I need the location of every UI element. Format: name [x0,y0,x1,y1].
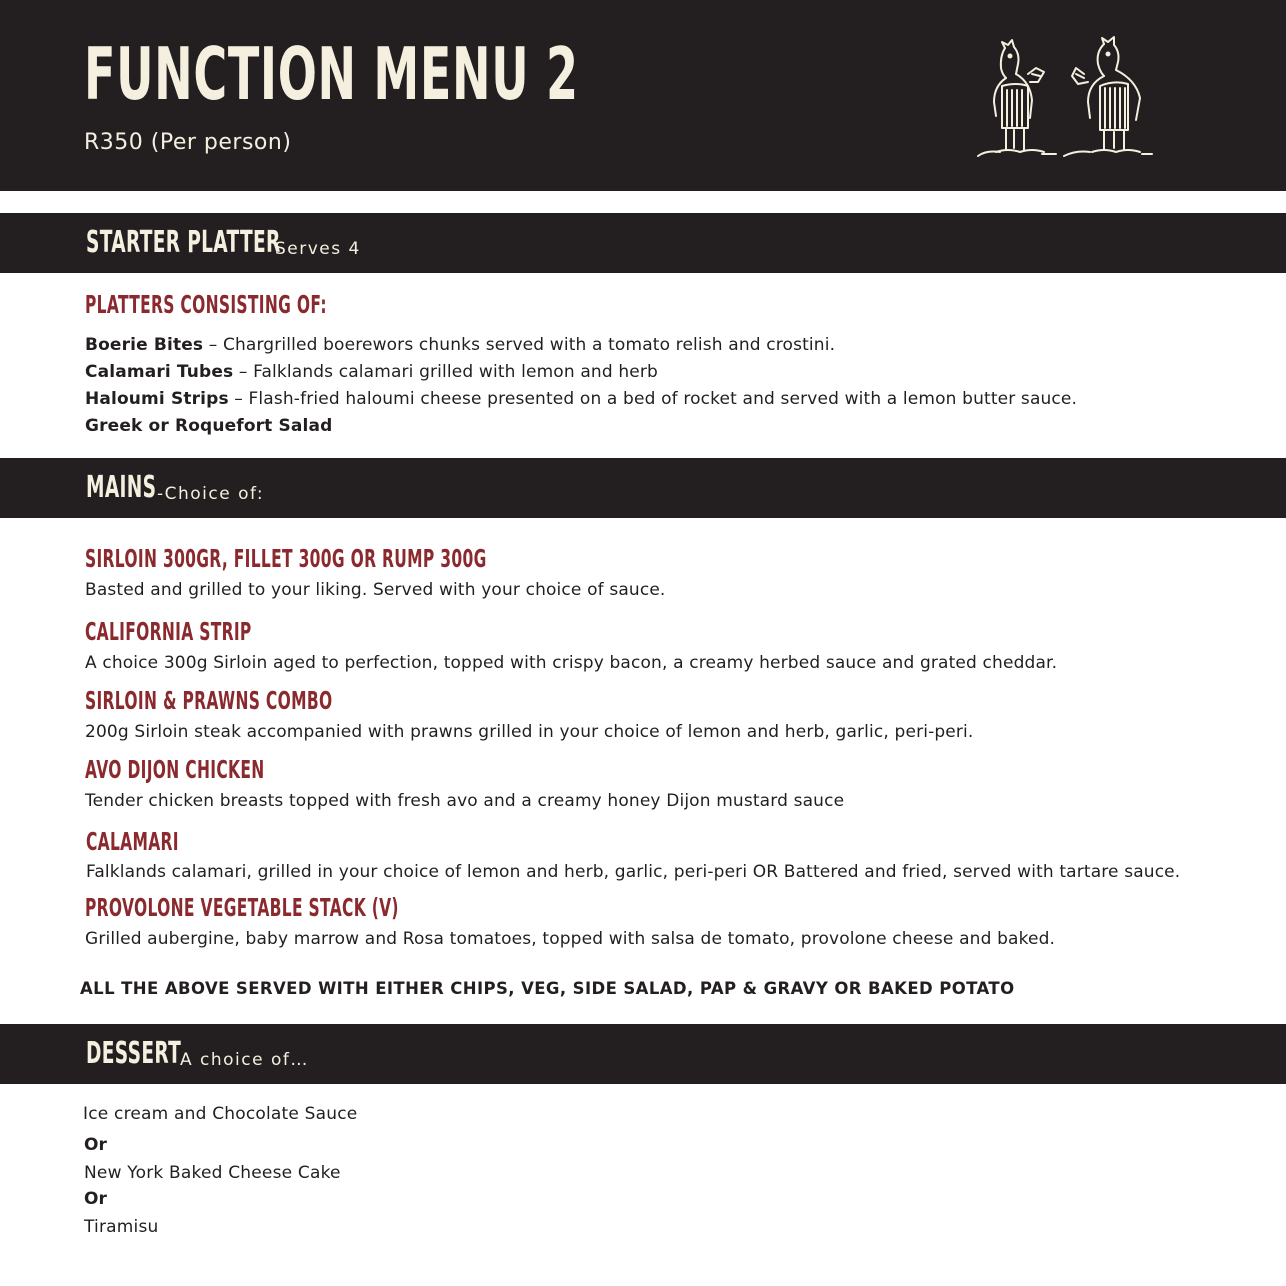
dessert-option: Ice cream and Chocolate Sauce [83,1104,358,1124]
dessert-option: New York Baked Cheese Cake [84,1163,341,1183]
mains-item-desc: 200g Sirloin steak accompanied with prawns grilled in your choice of lemon and herb, garlic, peri-peri. [85,722,974,742]
mains-item-name: SIRLOIN 300GR, FILLET 300G OR RUMP 300G [85,544,487,573]
mains-item-name: CALAMARI [86,827,179,856]
dessert-or-label: Or [84,1135,107,1155]
starter-subtitle: Serves 4 [275,239,361,259]
mains-item-name: PROVOLONE VEGETABLE STACK (V) [85,893,399,922]
dessert-subtitle: A choice of… [180,1050,309,1070]
mains-item-desc: Falklands calamari, grilled in your choice of lemon and herb, garlic, peri-peri OR Battered and fried, served with tartare sauce. [86,862,1181,882]
platters-heading: PLATTERS CONSISTING OF: [85,290,327,319]
menu-title: FUNCTION MENU 2 [84,32,579,116]
starter-item-name: Greek or Roquefort Salad [85,416,333,436]
menu-price: R350 (Per person) [84,130,292,155]
mains-item-name: SIRLOIN & PRAWNS COMBO [85,686,333,715]
starter-item [85,416,332,436]
dessert-title: DESSERT [86,1036,182,1071]
starter-item-desc: – Falklands calamari grilled with lemon and herb [233,362,658,382]
mains-subtitle: -Choice of: [157,484,265,504]
mains-item-desc: Grilled aubergine, baby marrow and Rosa tomatoes, topped with salsa de tomato, provolone cheese and baked. [85,929,1056,949]
starter-item [85,335,835,355]
starter-item-name: Boerie Bites [85,335,204,355]
starter-item-desc: – Flash-fried haloumi cheese presented on a bed of rocket and served with a lemon butter sauce. [228,389,1078,409]
mains-item-desc: Basted and grilled to your liking. Served with your choice of sauce. [85,580,666,600]
sides-note: ALL THE ABOVE SERVED WITH EITHER CHIPS, VEG, SIDE SALAD, PAP & GRAVY OR BAKED POTATO [80,979,1015,998]
mains-item-desc: A choice 300g Sirloin aged to perfection, topped with crispy bacon, a creamy herbed sauce and grated cheddar. [85,653,1058,673]
mains-item-name: AVO DIJON CHICKEN [85,755,265,784]
starter-item [85,389,1077,409]
two-chefs-logo [972,34,1156,160]
starter-title: STARTER PLATTER [86,225,281,260]
starter-item-name: Calamari Tubes [85,362,234,382]
starter-item-desc: – Chargrilled boerewors chunks served with a tomato relish and crostini. [203,335,836,355]
starter-item-name: Haloumi Strips [85,389,229,409]
starter-item [85,362,658,382]
mains-title: MAINS [86,470,157,505]
mains-item-name: CALIFORNIA STRIP [85,617,252,646]
mains-item-desc: Tender chicken breasts topped with fresh avo and a creamy honey Dijon mustard sauce [85,791,845,811]
dessert-option: Tiramisu [84,1217,159,1237]
dessert-or-label: Or [84,1189,107,1209]
